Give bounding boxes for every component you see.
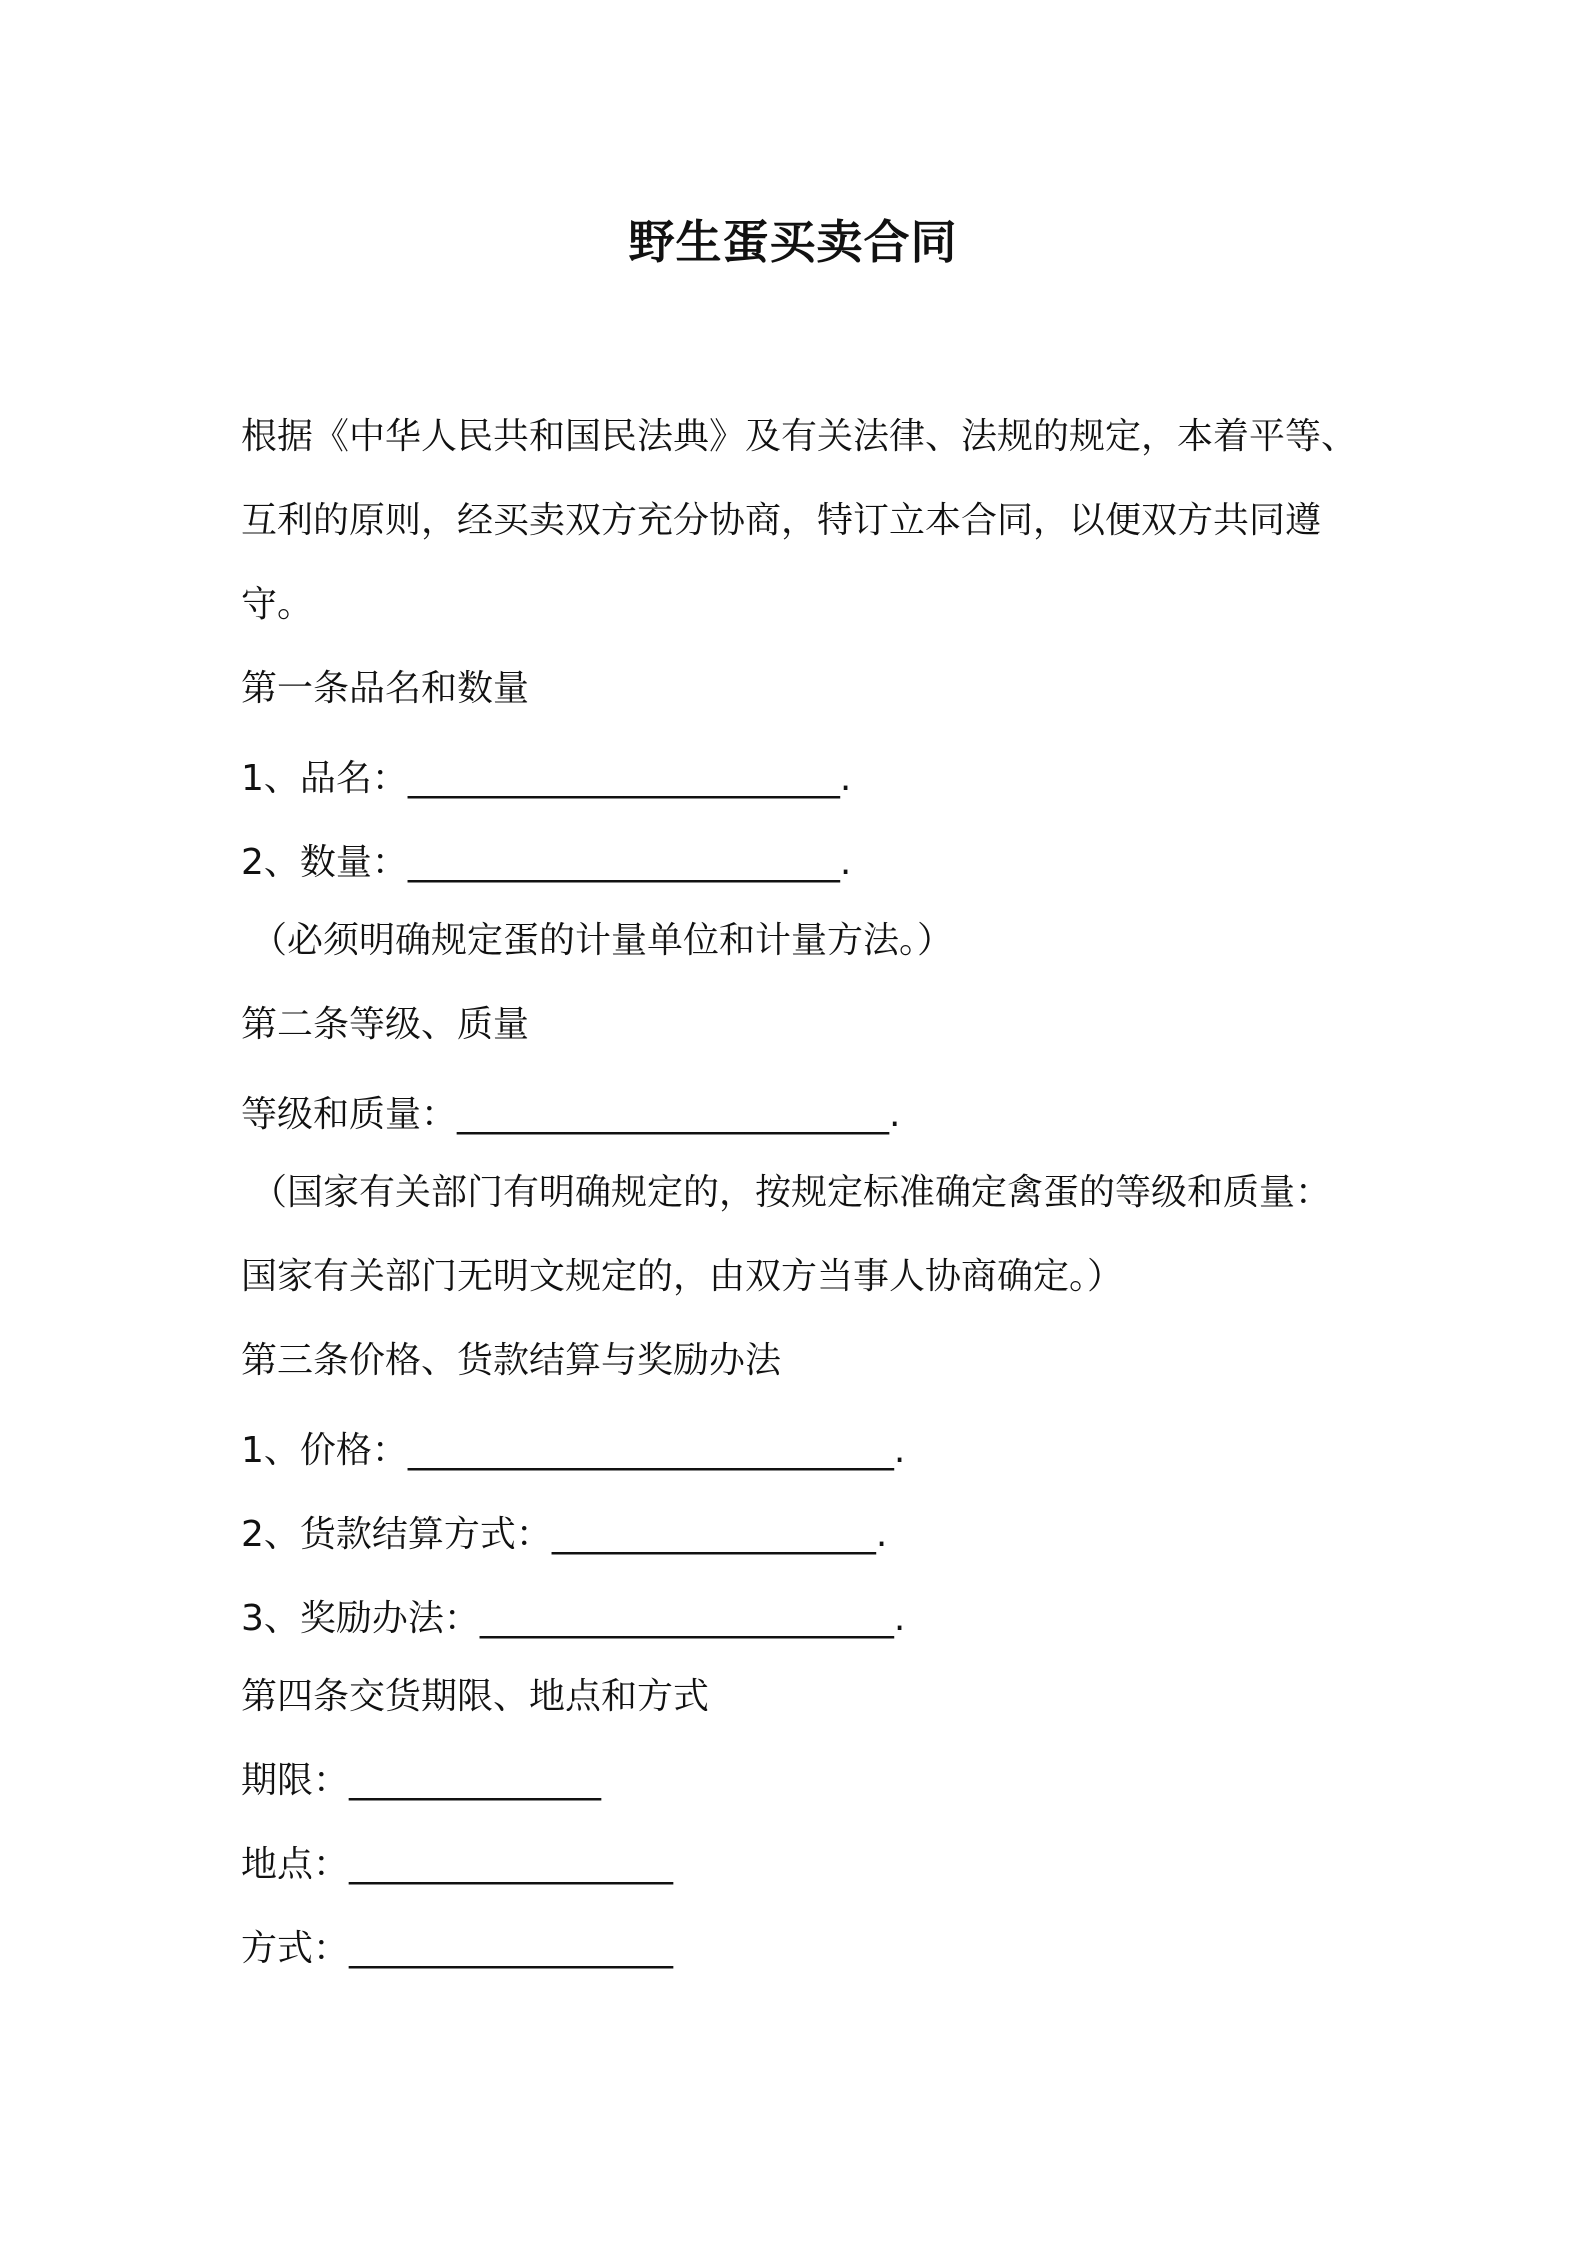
article2-note-line-1: （国家有关部门有明确规定的，按规定标准确定禽蛋的等级和质量： — [251, 1172, 1332, 1213]
article4-method-field: 方式：__________________ — [241, 1928, 674, 1969]
article2-heading: 第二条等级、质量 — [241, 1004, 530, 1045]
page-title: 野生蛋买卖合同 — [628, 215, 958, 269]
article1-heading: 第一条品名和数量 — [241, 668, 530, 709]
article3-reward-method-field: 3、奖励办法：_______________________. — [241, 1598, 906, 1639]
article2-note-line-2: 国家有关部门无明文规定的，由双方当事人协商确定。） — [241, 1256, 1124, 1297]
article4-deadline-field: 期限：______________ — [241, 1760, 602, 1801]
article4-place-field: 地点：__________________ — [241, 1844, 674, 1885]
article3-price-field: 1、价格：___________________________. — [241, 1430, 906, 1471]
article2-grade-quality-field: 等级和质量：________________________. — [241, 1094, 901, 1135]
intro-line-3: 守。 — [241, 584, 314, 625]
intro-line-2: 互利的原则，经买卖双方充分协商，特订立本合同，以便双方共同遵 — [241, 500, 1322, 541]
article3-heading: 第三条价格、货款结算与奖励办法 — [241, 1340, 782, 1381]
article1-item-name-field: 1、品名：________________________. — [241, 758, 852, 799]
article4-heading: 第四条交货期限、地点和方式 — [241, 1676, 710, 1717]
article1-item-quantity-field: 2、数量：________________________. — [241, 842, 852, 883]
intro-line-1: 根据《中华人民共和国民法典》及有关法律、法规的规定，本着平等、 — [241, 416, 1358, 457]
article1-note: （必须明确规定蛋的计量单位和计量方法。） — [251, 920, 954, 961]
article3-payment-method-field: 2、货款结算方式：__________________. — [241, 1514, 888, 1555]
